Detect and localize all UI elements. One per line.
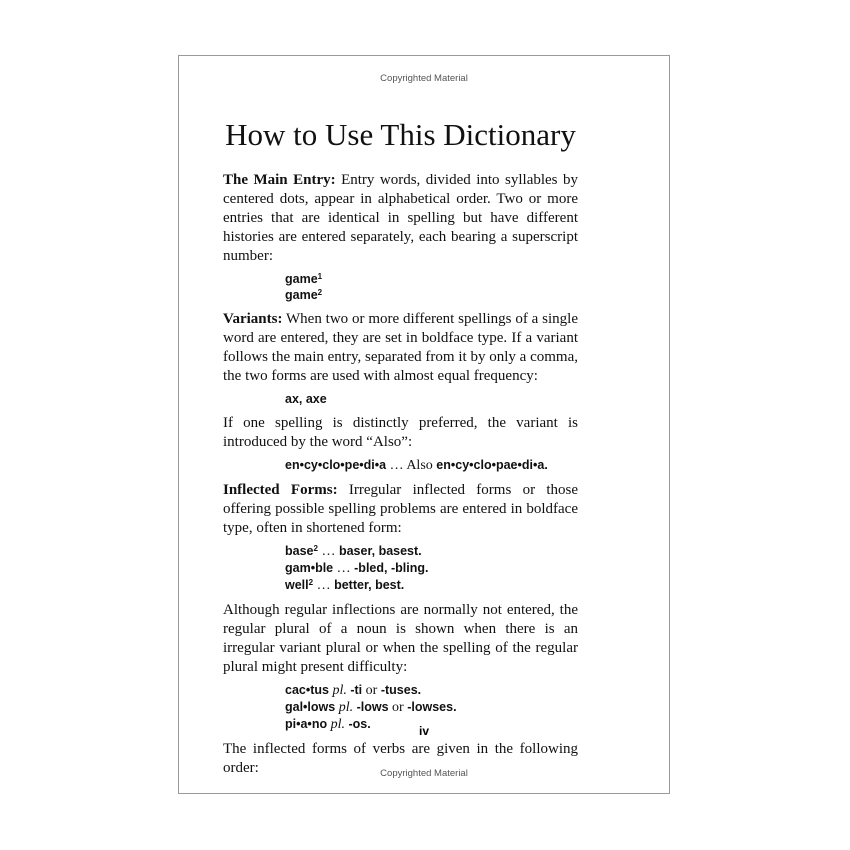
example-entry: pi•a•no pl. -os. [285,717,371,732]
copyright-footer: Copyrighted Material [380,768,468,779]
main-entry-paragraph [223,171,578,266]
copyright-header: Copyrighted Material [380,73,468,84]
example-entry: base$^2$ … baser, basest. [285,544,422,559]
verb-forms-paragraph: The inflected forms of verbs are given in the following order: [223,741,578,776]
example-entry: well$^2$ … better, best. [285,578,405,593]
inflected-forms-heading: Inflected Forms: [223,482,338,498]
page-number: iv [418,724,429,738]
regular-plural-paragraph: Although regular inflections are normally not entered, the regular plural of a noun is shown when there is an irregular variant plural or when the spelling of the regular plural might present difficulty: [223,602,578,675]
example-entry: gam•ble … -bled, -bling. [285,561,429,576]
inflected-forms-paragraph [223,481,578,538]
page-title: How to Use This Dictionary [225,117,576,152]
inflected-forms-text: Irregular inflected forms or those offering possible spelling problems are entered in boldface type, often in shortened form: [223,482,578,536]
example-entry: cac•tus pl. -ti or -tuses. [285,683,422,698]
example-entry: game$^2$ [285,288,323,302]
dictionary-page [178,55,670,794]
inflected-examples [285,543,578,594]
main-entry-examples [285,271,578,303]
variants-preferred-paragraph: If one spelling is distinctly preferred, the variant is introduced by the word “Also”: [223,415,578,450]
variants-heading: Variants: [223,311,283,327]
main-entry-heading: The Main Entry: [223,172,336,188]
page-content [223,116,578,778]
example-entry: gal•lows pl. -lows or -lowses. [285,700,457,715]
example-entry: game$^1$ [285,272,323,286]
example-entry: ax, axe [285,392,327,406]
main-entry-text: Entry words, divided into syllables by centered dots, appear in alphabetical order. Two or more entries that are identical in spelling but have different histories are entered separately, each bearing a superscript number: [223,172,578,264]
variants-example-block [285,391,578,407]
variants-paragraph [223,310,578,386]
variants-also-example-block [285,457,578,474]
example-entry: en•cy•clo•pe•di•a … Also en•cy•clo•pae•di•a. [285,458,548,473]
variants-text: When two or more different spellings of a single word are entered, they are set in boldface type. If a variant follows the main entry, separated from it by only a comma, the two forms are used with almost equal frequency: [223,311,578,384]
